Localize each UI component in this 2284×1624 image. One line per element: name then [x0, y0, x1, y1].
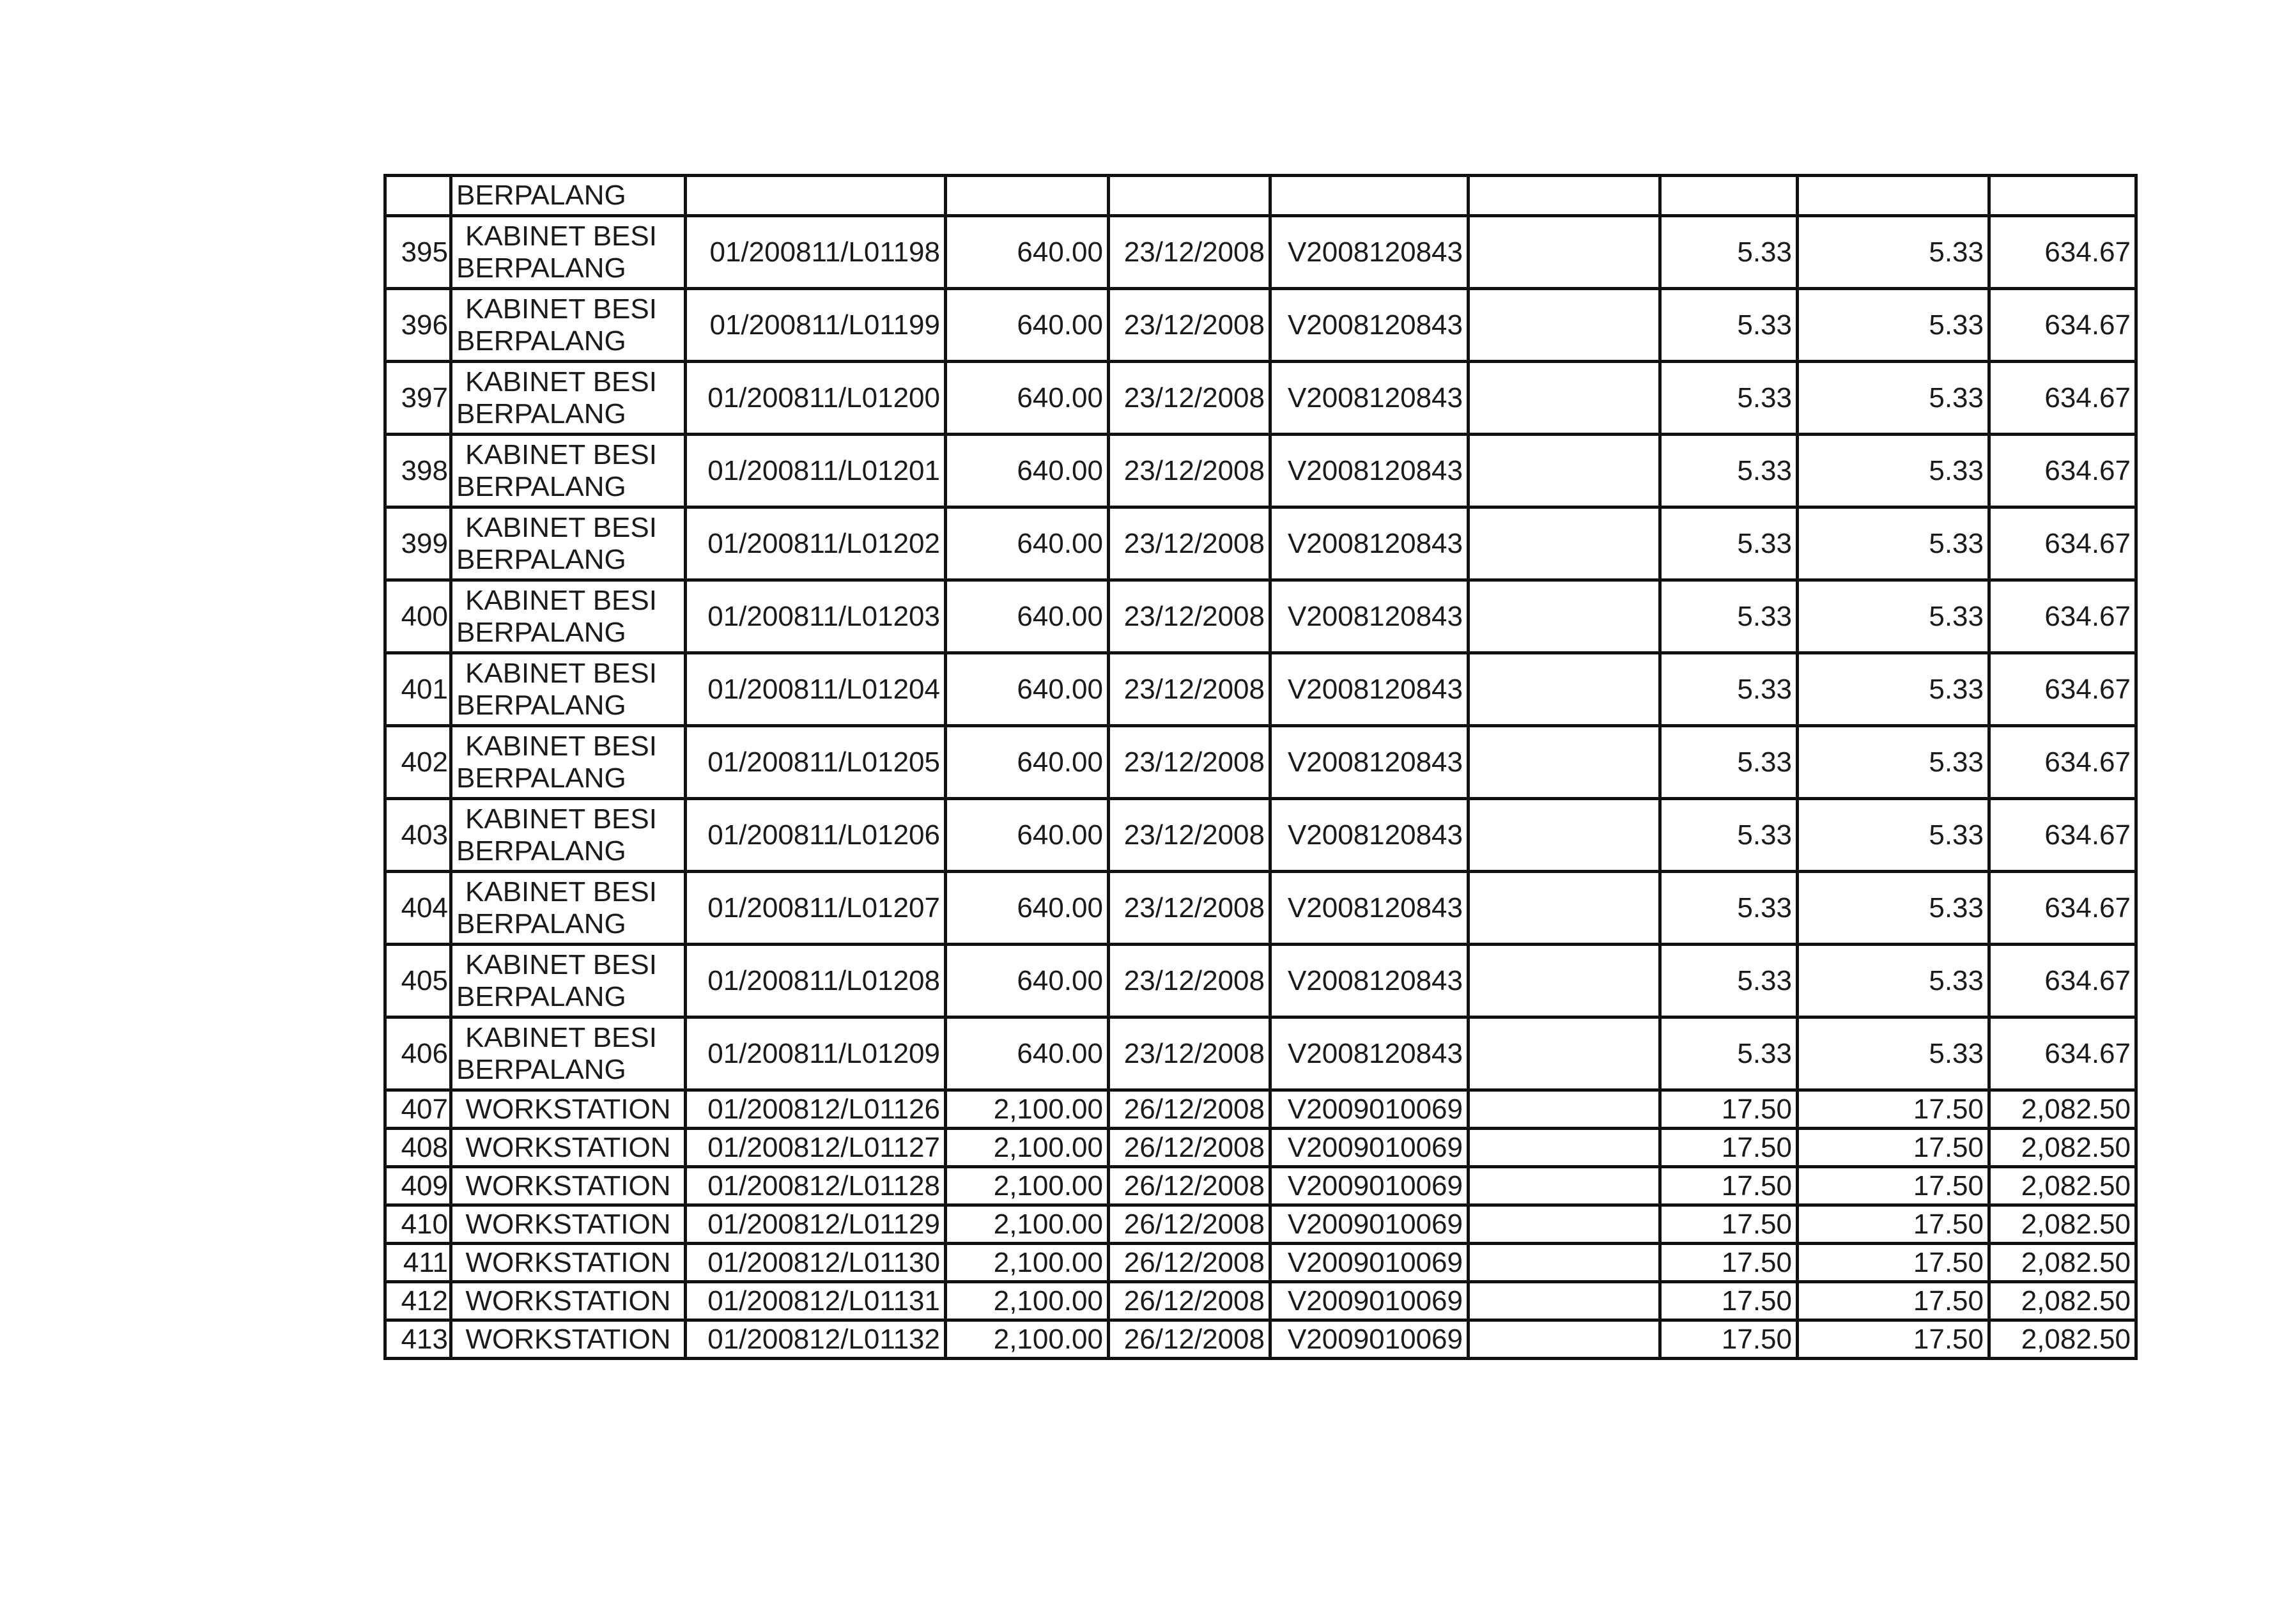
cell-blank [1469, 216, 1660, 289]
cell-value-2: 5.33 [1798, 799, 1989, 872]
cell-value-1: 17.50 [1660, 1282, 1798, 1320]
cell-description [451, 726, 686, 799]
cell-ref: 01/200812/L01128 [686, 1167, 946, 1205]
cell-value-1: 17.50 [1660, 1167, 1798, 1205]
cell-no: 411 [385, 1244, 451, 1282]
cell-value-1: 5.33 [1660, 362, 1798, 435]
cell-cost: 640.00 [946, 580, 1109, 653]
cell-value-1: 5.33 [1660, 653, 1798, 726]
cell-cost: 2,100.00 [946, 1167, 1109, 1205]
cell-blank [1469, 1167, 1660, 1205]
cell-value-3 [1989, 176, 2136, 216]
cell-value-1: 5.33 [1660, 1017, 1798, 1090]
cell-value-3: 634.67 [1989, 580, 2136, 653]
cell-blank [1469, 1129, 1660, 1167]
cell-value-1: 17.50 [1660, 1129, 1798, 1167]
cell-value-3: 634.67 [1989, 362, 2136, 435]
cell-value-3: 634.67 [1989, 216, 2136, 289]
cell-value-2: 5.33 [1798, 435, 1989, 507]
cell-voucher: V2008120843 [1270, 726, 1469, 799]
cell-no [385, 176, 451, 216]
description-line-1: KABINET BESI [465, 585, 657, 617]
cell-ref: 01/200811/L01208 [686, 945, 946, 1017]
cell-cost: 640.00 [946, 799, 1109, 872]
cell-cost: 2,100.00 [946, 1282, 1109, 1320]
table-body [385, 176, 2136, 1359]
cell-ref [686, 176, 946, 216]
cell-voucher: V2008120843 [1270, 945, 1469, 1017]
cell-ref: 01/200811/L01203 [686, 580, 946, 653]
cell-voucher: V2008120843 [1270, 362, 1469, 435]
cell-blank [1469, 726, 1660, 799]
cell-ref: 01/200811/L01198 [686, 216, 946, 289]
cell-no: 405 [385, 945, 451, 1017]
description-line-2: BERPALANG [456, 908, 626, 940]
cell-date: 23/12/2008 [1109, 289, 1270, 362]
cell-no: 395 [385, 216, 451, 289]
cell-value-2: 17.50 [1798, 1167, 1989, 1205]
cell-date: 26/12/2008 [1109, 1205, 1270, 1244]
cell-blank [1469, 289, 1660, 362]
table-row [385, 1090, 2136, 1129]
table-row [385, 507, 2136, 580]
cell-ref: 01/200812/L01129 [686, 1205, 946, 1244]
cell-ref: 01/200811/L01201 [686, 435, 946, 507]
table-row [385, 653, 2136, 726]
cell-description [451, 1320, 686, 1359]
table-row [385, 580, 2136, 653]
cell-voucher: V2008120843 [1270, 435, 1469, 507]
cell-voucher: V2009010069 [1270, 1167, 1469, 1205]
cell-blank [1469, 872, 1660, 945]
cell-date: 23/12/2008 [1109, 726, 1270, 799]
description-line-1: KABINET BESI [465, 512, 657, 544]
cell-value-1 [1660, 176, 1798, 216]
cell-ref: 01/200812/L01130 [686, 1244, 946, 1282]
cell-value-3: 634.67 [1989, 799, 2136, 872]
table-row [385, 435, 2136, 507]
description-line-2: BERPALANG [456, 470, 626, 502]
cell-voucher [1270, 176, 1469, 216]
cell-cost: 640.00 [946, 216, 1109, 289]
cell-cost: 2,100.00 [946, 1129, 1109, 1167]
cell-cost: 640.00 [946, 872, 1109, 945]
cell-description [451, 289, 686, 362]
cell-voucher: V2008120843 [1270, 580, 1469, 653]
cell-value-3: 2,082.50 [1989, 1090, 2136, 1129]
table-row [385, 1017, 2136, 1090]
cell-date: 26/12/2008 [1109, 1167, 1270, 1205]
cell-description [451, 1205, 686, 1244]
table-row [385, 872, 2136, 945]
cell-date: 23/12/2008 [1109, 507, 1270, 580]
cell-value-2: 5.33 [1798, 945, 1989, 1017]
cell-date: 23/12/2008 [1109, 362, 1270, 435]
cell-voucher: V2008120843 [1270, 216, 1469, 289]
cell-date: 26/12/2008 [1109, 1244, 1270, 1282]
description-line-2: BERPALANG [456, 616, 626, 648]
cell-value-1: 17.50 [1660, 1090, 1798, 1129]
cell-value-3: 2,082.50 [1989, 1167, 2136, 1205]
cell-blank [1469, 799, 1660, 872]
cell-blank [1469, 945, 1660, 1017]
description-line-2: BERPALANG [456, 543, 626, 575]
cell-value-1: 5.33 [1660, 872, 1798, 945]
cell-description [451, 1129, 686, 1167]
cell-value-2: 5.33 [1798, 362, 1989, 435]
cell-blank [1469, 1282, 1660, 1320]
cell-cost: 640.00 [946, 945, 1109, 1017]
cell-date: 26/12/2008 [1109, 1129, 1270, 1167]
cell-blank [1469, 580, 1660, 653]
table-row [385, 726, 2136, 799]
cell-value-1: 17.50 [1660, 1205, 1798, 1244]
description-line-1: KABINET BESI [465, 803, 657, 835]
cell-ref: 01/200812/L01131 [686, 1282, 946, 1320]
cell-value-2: 5.33 [1798, 1017, 1989, 1090]
cell-no: 413 [385, 1320, 451, 1359]
cell-voucher: V2009010069 [1270, 1205, 1469, 1244]
cell-no: 402 [385, 726, 451, 799]
cell-no: 403 [385, 799, 451, 872]
cell-date: 26/12/2008 [1109, 1282, 1270, 1320]
description-line-2: BERPALANG [456, 835, 626, 867]
description-line-1: KABINET BESI [465, 220, 657, 252]
cell-value-2: 17.50 [1798, 1282, 1989, 1320]
cell-no: 400 [385, 580, 451, 653]
cell-date: 26/12/2008 [1109, 1320, 1270, 1359]
cell-date: 23/12/2008 [1109, 580, 1270, 653]
cell-description [451, 1244, 686, 1282]
cell-value-2: 17.50 [1798, 1320, 1989, 1359]
table-row [385, 945, 2136, 1017]
cell-value-1: 5.33 [1660, 507, 1798, 580]
cell-blank [1469, 1017, 1660, 1090]
cell-description [451, 216, 686, 289]
cell-blank [1469, 653, 1660, 726]
table-row [385, 1282, 2136, 1320]
cell-description [451, 1167, 686, 1205]
cell-voucher: V2008120843 [1270, 1017, 1469, 1090]
description-line-1: KABINET BESI [465, 439, 657, 471]
description-line-1: KABINET BESI [465, 366, 657, 398]
description-line-1: WORKSTATION [465, 1246, 671, 1278]
cell-value-2: 5.33 [1798, 726, 1989, 799]
table-row [385, 799, 2136, 872]
description-line-1: WORKSTATION [465, 1131, 671, 1163]
cell-no: 399 [385, 507, 451, 580]
cell-cost [946, 176, 1109, 216]
cell-cost: 2,100.00 [946, 1090, 1109, 1129]
cell-value-3: 634.67 [1989, 289, 2136, 362]
cell-value-3: 2,082.50 [1989, 1320, 2136, 1359]
description-line-2: BERPALANG [456, 398, 626, 429]
cell-no: 397 [385, 362, 451, 435]
table-row [385, 362, 2136, 435]
table-row [385, 289, 2136, 362]
cell-description: BERPALANG [451, 176, 686, 216]
cell-value-3: 634.67 [1989, 945, 2136, 1017]
cell-voucher: V2009010069 [1270, 1282, 1469, 1320]
description-line-2: BERPALANG [456, 325, 626, 357]
cell-value-3: 2,082.50 [1989, 1129, 2136, 1167]
cell-cost: 640.00 [946, 362, 1109, 435]
cell-ref: 01/200811/L01206 [686, 799, 946, 872]
cell-ref: 01/200812/L01126 [686, 1090, 946, 1129]
description-line-2: BERPALANG [456, 1053, 626, 1085]
cell-no: 408 [385, 1129, 451, 1167]
cell-no: 410 [385, 1205, 451, 1244]
cell-description [451, 580, 686, 653]
cell-no: 409 [385, 1167, 451, 1205]
cell-voucher: V2008120843 [1270, 799, 1469, 872]
cell-value-3: 634.67 [1989, 435, 2136, 507]
cell-date: 23/12/2008 [1109, 216, 1270, 289]
cell-ref: 01/200811/L01207 [686, 872, 946, 945]
cell-cost: 640.00 [946, 653, 1109, 726]
cell-description [451, 1282, 686, 1320]
table-row [385, 216, 2136, 289]
description-line-1: WORKSTATION [465, 1285, 671, 1317]
description-line-1: KABINET BESI [465, 731, 657, 762]
description-line-1: KABINET BESI [465, 293, 657, 325]
cell-description [451, 945, 686, 1017]
cell-date: 26/12/2008 [1109, 1090, 1270, 1129]
cell-value-1: 5.33 [1660, 435, 1798, 507]
cell-description [451, 653, 686, 726]
cell-blank [1469, 435, 1660, 507]
cell-cost: 640.00 [946, 435, 1109, 507]
cell-ref: 01/200811/L01202 [686, 507, 946, 580]
cell-blank [1469, 1244, 1660, 1282]
description-line-1: KABINET BESI [465, 658, 657, 690]
cell-description [451, 1090, 686, 1129]
cell-ref: 01/200811/L01205 [686, 726, 946, 799]
description-line-2: BERPALANG [456, 980, 626, 1012]
cell-no: 407 [385, 1090, 451, 1129]
cell-cost: 640.00 [946, 507, 1109, 580]
cell-voucher: V2008120843 [1270, 653, 1469, 726]
cell-value-1: 5.33 [1660, 216, 1798, 289]
description-line-1: WORKSTATION [465, 1093, 671, 1125]
cell-value-2: 17.50 [1798, 1129, 1989, 1167]
cell-value-3: 2,082.50 [1989, 1205, 2136, 1244]
cell-value-2: 17.50 [1798, 1090, 1989, 1129]
cell-blank [1469, 1205, 1660, 1244]
cell-cost: 2,100.00 [946, 1244, 1109, 1282]
cell-value-1: 5.33 [1660, 726, 1798, 799]
cell-value-3: 634.67 [1989, 872, 2136, 945]
table-row [385, 1244, 2136, 1282]
description-line-2: BERPALANG [456, 252, 626, 284]
cell-date: 23/12/2008 [1109, 435, 1270, 507]
cell-date [1109, 176, 1270, 216]
cell-value-1: 5.33 [1660, 799, 1798, 872]
cell-cost: 640.00 [946, 726, 1109, 799]
cell-ref: 01/200811/L01204 [686, 653, 946, 726]
cell-ref: 01/200812/L01127 [686, 1129, 946, 1167]
table-row [385, 1129, 2136, 1167]
cell-value-2: 5.33 [1798, 580, 1989, 653]
cell-value-2: 17.50 [1798, 1244, 1989, 1282]
cell-ref: 01/200811/L01209 [686, 1017, 946, 1090]
description-line-1: KABINET BESI [465, 1022, 657, 1054]
cell-value-3: 634.67 [1989, 653, 2136, 726]
cell-blank [1469, 507, 1660, 580]
cell-blank [1469, 1090, 1660, 1129]
description-line-1: WORKSTATION [465, 1170, 671, 1202]
cell-date: 23/12/2008 [1109, 799, 1270, 872]
cell-value-2: 5.33 [1798, 289, 1989, 362]
cell-description [451, 435, 686, 507]
cell-no: 404 [385, 872, 451, 945]
cell-ref: 01/200812/L01132 [686, 1320, 946, 1359]
cell-value-1: 5.33 [1660, 289, 1798, 362]
cell-date: 23/12/2008 [1109, 945, 1270, 1017]
cell-value-1: 5.33 [1660, 580, 1798, 653]
cell-value-2 [1798, 176, 1989, 216]
cell-value-3: 634.67 [1989, 1017, 2136, 1090]
cell-blank [1469, 176, 1660, 216]
cell-no: 396 [385, 289, 451, 362]
cell-value-1: 5.33 [1660, 945, 1798, 1017]
cell-value-1: 17.50 [1660, 1320, 1798, 1359]
cell-ref: 01/200811/L01199 [686, 289, 946, 362]
cell-value-2: 5.33 [1798, 653, 1989, 726]
cell-value-3: 2,082.50 [1989, 1244, 2136, 1282]
description-line-1: WORKSTATION [465, 1208, 671, 1240]
cell-description [451, 799, 686, 872]
cell-value-2: 5.33 [1798, 872, 1989, 945]
cell-no: 398 [385, 435, 451, 507]
cell-description [451, 1017, 686, 1090]
description-line-1: KABINET BESI [465, 876, 657, 908]
cell-no: 401 [385, 653, 451, 726]
table-row-fragment [385, 176, 2136, 216]
cell-ref: 01/200811/L01200 [686, 362, 946, 435]
cell-date: 23/12/2008 [1109, 653, 1270, 726]
asset-register-table [383, 174, 2138, 1360]
cell-voucher: V2008120843 [1270, 872, 1469, 945]
cell-cost: 2,100.00 [946, 1205, 1109, 1244]
cell-blank [1469, 1320, 1660, 1359]
description-line-1: KABINET BESI [465, 949, 657, 981]
cell-value-3: 634.67 [1989, 726, 2136, 799]
description-line-1: WORKSTATION [465, 1323, 671, 1355]
description-line-2: BERPALANG [456, 689, 626, 721]
cell-value-2: 5.33 [1798, 507, 1989, 580]
cell-value-1: 17.50 [1660, 1244, 1798, 1282]
cell-cost: 640.00 [946, 289, 1109, 362]
cell-voucher: V2009010069 [1270, 1244, 1469, 1282]
cell-no: 412 [385, 1282, 451, 1320]
cell-value-2: 17.50 [1798, 1205, 1989, 1244]
table-row [385, 1167, 2136, 1205]
cell-voucher: V2008120843 [1270, 507, 1469, 580]
cell-description [451, 362, 686, 435]
cell-cost: 640.00 [946, 1017, 1109, 1090]
cell-voucher: V2009010069 [1270, 1090, 1469, 1129]
cell-no: 406 [385, 1017, 451, 1090]
cell-voucher: V2009010069 [1270, 1320, 1469, 1359]
cell-value-3: 2,082.50 [1989, 1282, 2136, 1320]
cell-date: 23/12/2008 [1109, 872, 1270, 945]
table-row [385, 1320, 2136, 1359]
description-line-2: BERPALANG [456, 762, 626, 794]
cell-description [451, 872, 686, 945]
cell-blank [1469, 362, 1660, 435]
cell-voucher: V2009010069 [1270, 1129, 1469, 1167]
cell-date: 23/12/2008 [1109, 1017, 1270, 1090]
cell-description [451, 507, 686, 580]
cell-value-2: 5.33 [1798, 216, 1989, 289]
table-row [385, 1205, 2136, 1244]
cell-cost: 2,100.00 [946, 1320, 1109, 1359]
cell-value-3: 634.67 [1989, 507, 2136, 580]
cell-voucher: V2008120843 [1270, 289, 1469, 362]
